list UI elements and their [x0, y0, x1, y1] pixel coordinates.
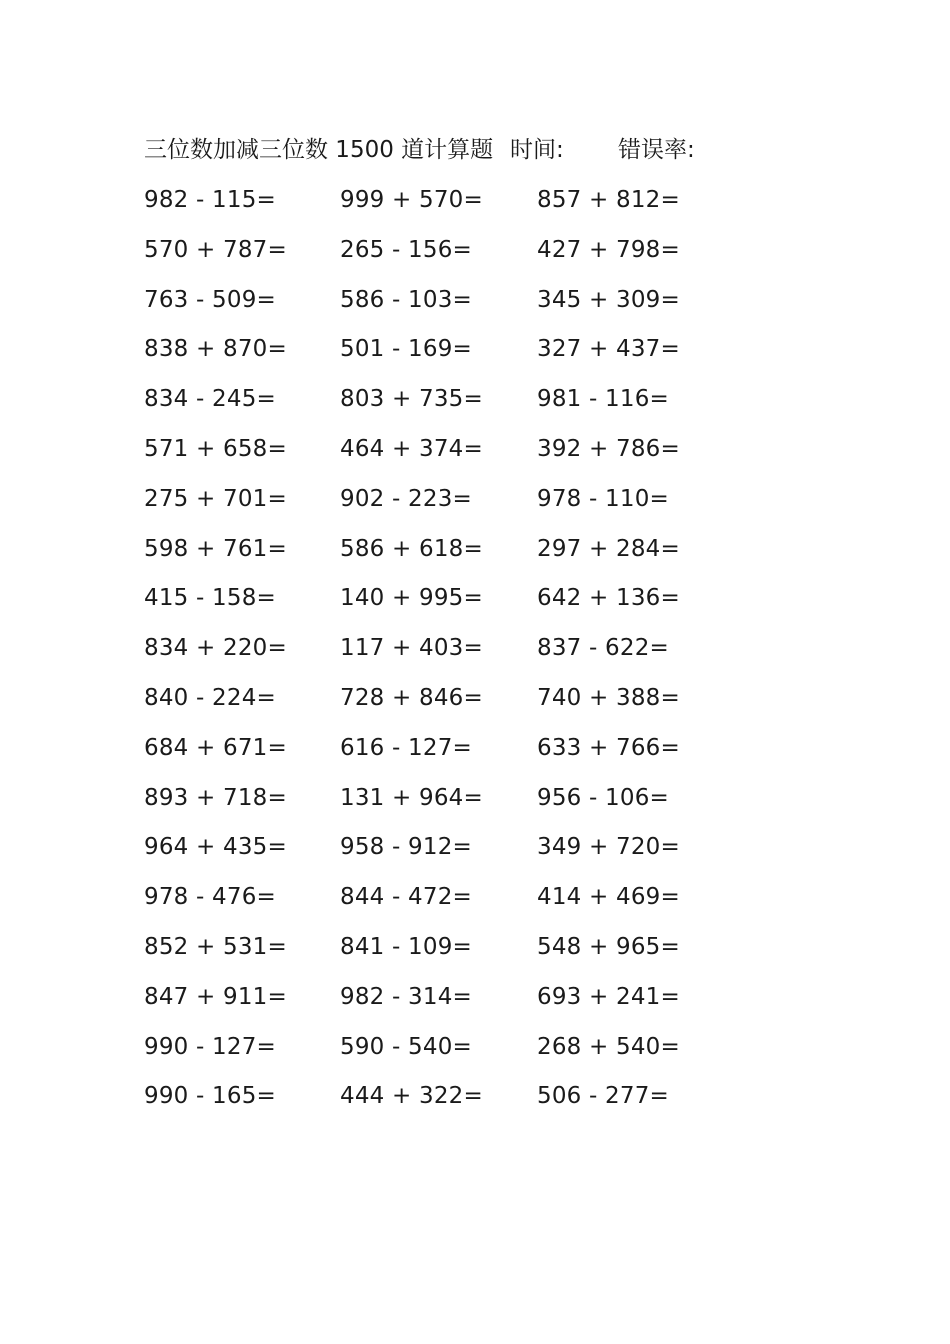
math-problem: 844 - 472= [340, 884, 472, 911]
math-problem: 834 + 220= [144, 635, 287, 662]
problem-row [144, 530, 764, 580]
math-problem: 598 + 761= [144, 535, 287, 562]
math-problem: 982 - 314= [340, 983, 472, 1010]
problem-row [144, 679, 764, 729]
math-problem: 327 + 437= [537, 336, 680, 363]
problem-row [144, 729, 764, 779]
problem-row [144, 480, 764, 530]
math-problem: 978 - 476= [144, 884, 276, 911]
problem-row [144, 1077, 764, 1127]
problem-row [144, 978, 764, 1028]
math-problem: 990 - 165= [144, 1083, 276, 1110]
math-problem: 265 - 156= [340, 236, 472, 263]
math-problem: 902 - 223= [340, 485, 472, 512]
math-problem: 117 + 403= [340, 635, 483, 662]
math-problem: 415 - 158= [144, 585, 276, 612]
math-problem: 803 + 735= [340, 386, 483, 413]
math-problem: 131 + 964= [340, 784, 483, 811]
problem-grid [144, 181, 764, 1127]
math-problem: 728 + 846= [340, 684, 483, 711]
problem-row [144, 330, 764, 380]
problem-row [144, 281, 764, 331]
problem-row [144, 1028, 764, 1078]
math-problem: 571 + 658= [144, 435, 287, 462]
math-problem: 501 - 169= [340, 336, 472, 363]
math-problem: 345 + 309= [537, 286, 680, 313]
math-problem: 684 + 671= [144, 734, 287, 761]
math-problem: 427 + 798= [537, 236, 680, 263]
math-problem: 392 + 786= [537, 435, 680, 462]
math-problem: 893 + 718= [144, 784, 287, 811]
math-problem: 616 - 127= [340, 734, 472, 761]
math-problem: 586 - 103= [340, 286, 472, 313]
math-problem: 763 - 509= [144, 286, 276, 313]
math-problem: 464 + 374= [340, 435, 483, 462]
math-problem: 956 - 106= [537, 784, 669, 811]
math-problem: 990 - 127= [144, 1033, 276, 1060]
math-problem: 506 - 277= [537, 1083, 669, 1110]
math-problem: 999 + 570= [340, 187, 483, 213]
math-problem: 570 + 787= [144, 236, 287, 263]
problem-row [144, 380, 764, 430]
time-label: 时间: [510, 137, 564, 163]
problem-row [144, 181, 764, 231]
math-problem: 548 + 965= [537, 933, 680, 960]
math-problem: 590 - 540= [340, 1033, 472, 1060]
math-problem: 268 + 540= [537, 1033, 680, 1060]
math-problem: 840 - 224= [144, 684, 276, 711]
math-problem: 847 + 911= [144, 983, 287, 1010]
math-problem: 857 + 812= [537, 187, 680, 213]
problem-row [144, 878, 764, 928]
math-problem: 642 + 136= [537, 585, 680, 612]
math-problem: 981 - 116= [537, 386, 669, 413]
math-problem: 586 + 618= [340, 535, 483, 562]
problem-row [144, 928, 764, 978]
math-problem: 978 - 110= [537, 485, 669, 512]
math-problem: 964 + 435= [144, 834, 287, 861]
problem-row [144, 779, 764, 829]
math-problem: 297 + 284= [537, 535, 680, 562]
problem-row [144, 579, 764, 629]
math-problem: 834 - 245= [144, 386, 276, 413]
worksheet-header [144, 132, 844, 168]
math-problem: 852 + 531= [144, 933, 287, 960]
problem-row [144, 430, 764, 480]
math-problem: 414 + 469= [537, 884, 680, 911]
math-problem: 140 + 995= [340, 585, 483, 612]
problem-row [144, 828, 764, 878]
error-rate-label: 错误率: [618, 137, 695, 163]
math-problem: 275 + 701= [144, 485, 287, 512]
worksheet-title: 三位数加减三位数 1500 道计算题 [144, 137, 494, 163]
math-problem: 633 + 766= [537, 734, 680, 761]
math-problem: 982 - 115= [144, 187, 276, 213]
math-problem: 838 + 870= [144, 336, 287, 363]
math-problem: 693 + 241= [537, 983, 680, 1010]
math-problem: 444 + 322= [340, 1083, 483, 1110]
problem-row [144, 629, 764, 679]
math-problem: 958 - 912= [340, 834, 472, 861]
math-problem: 841 - 109= [340, 933, 472, 960]
math-problem: 349 + 720= [537, 834, 680, 861]
problem-row [144, 231, 764, 281]
math-problem: 740 + 388= [537, 684, 680, 711]
math-problem: 837 - 622= [537, 635, 669, 662]
